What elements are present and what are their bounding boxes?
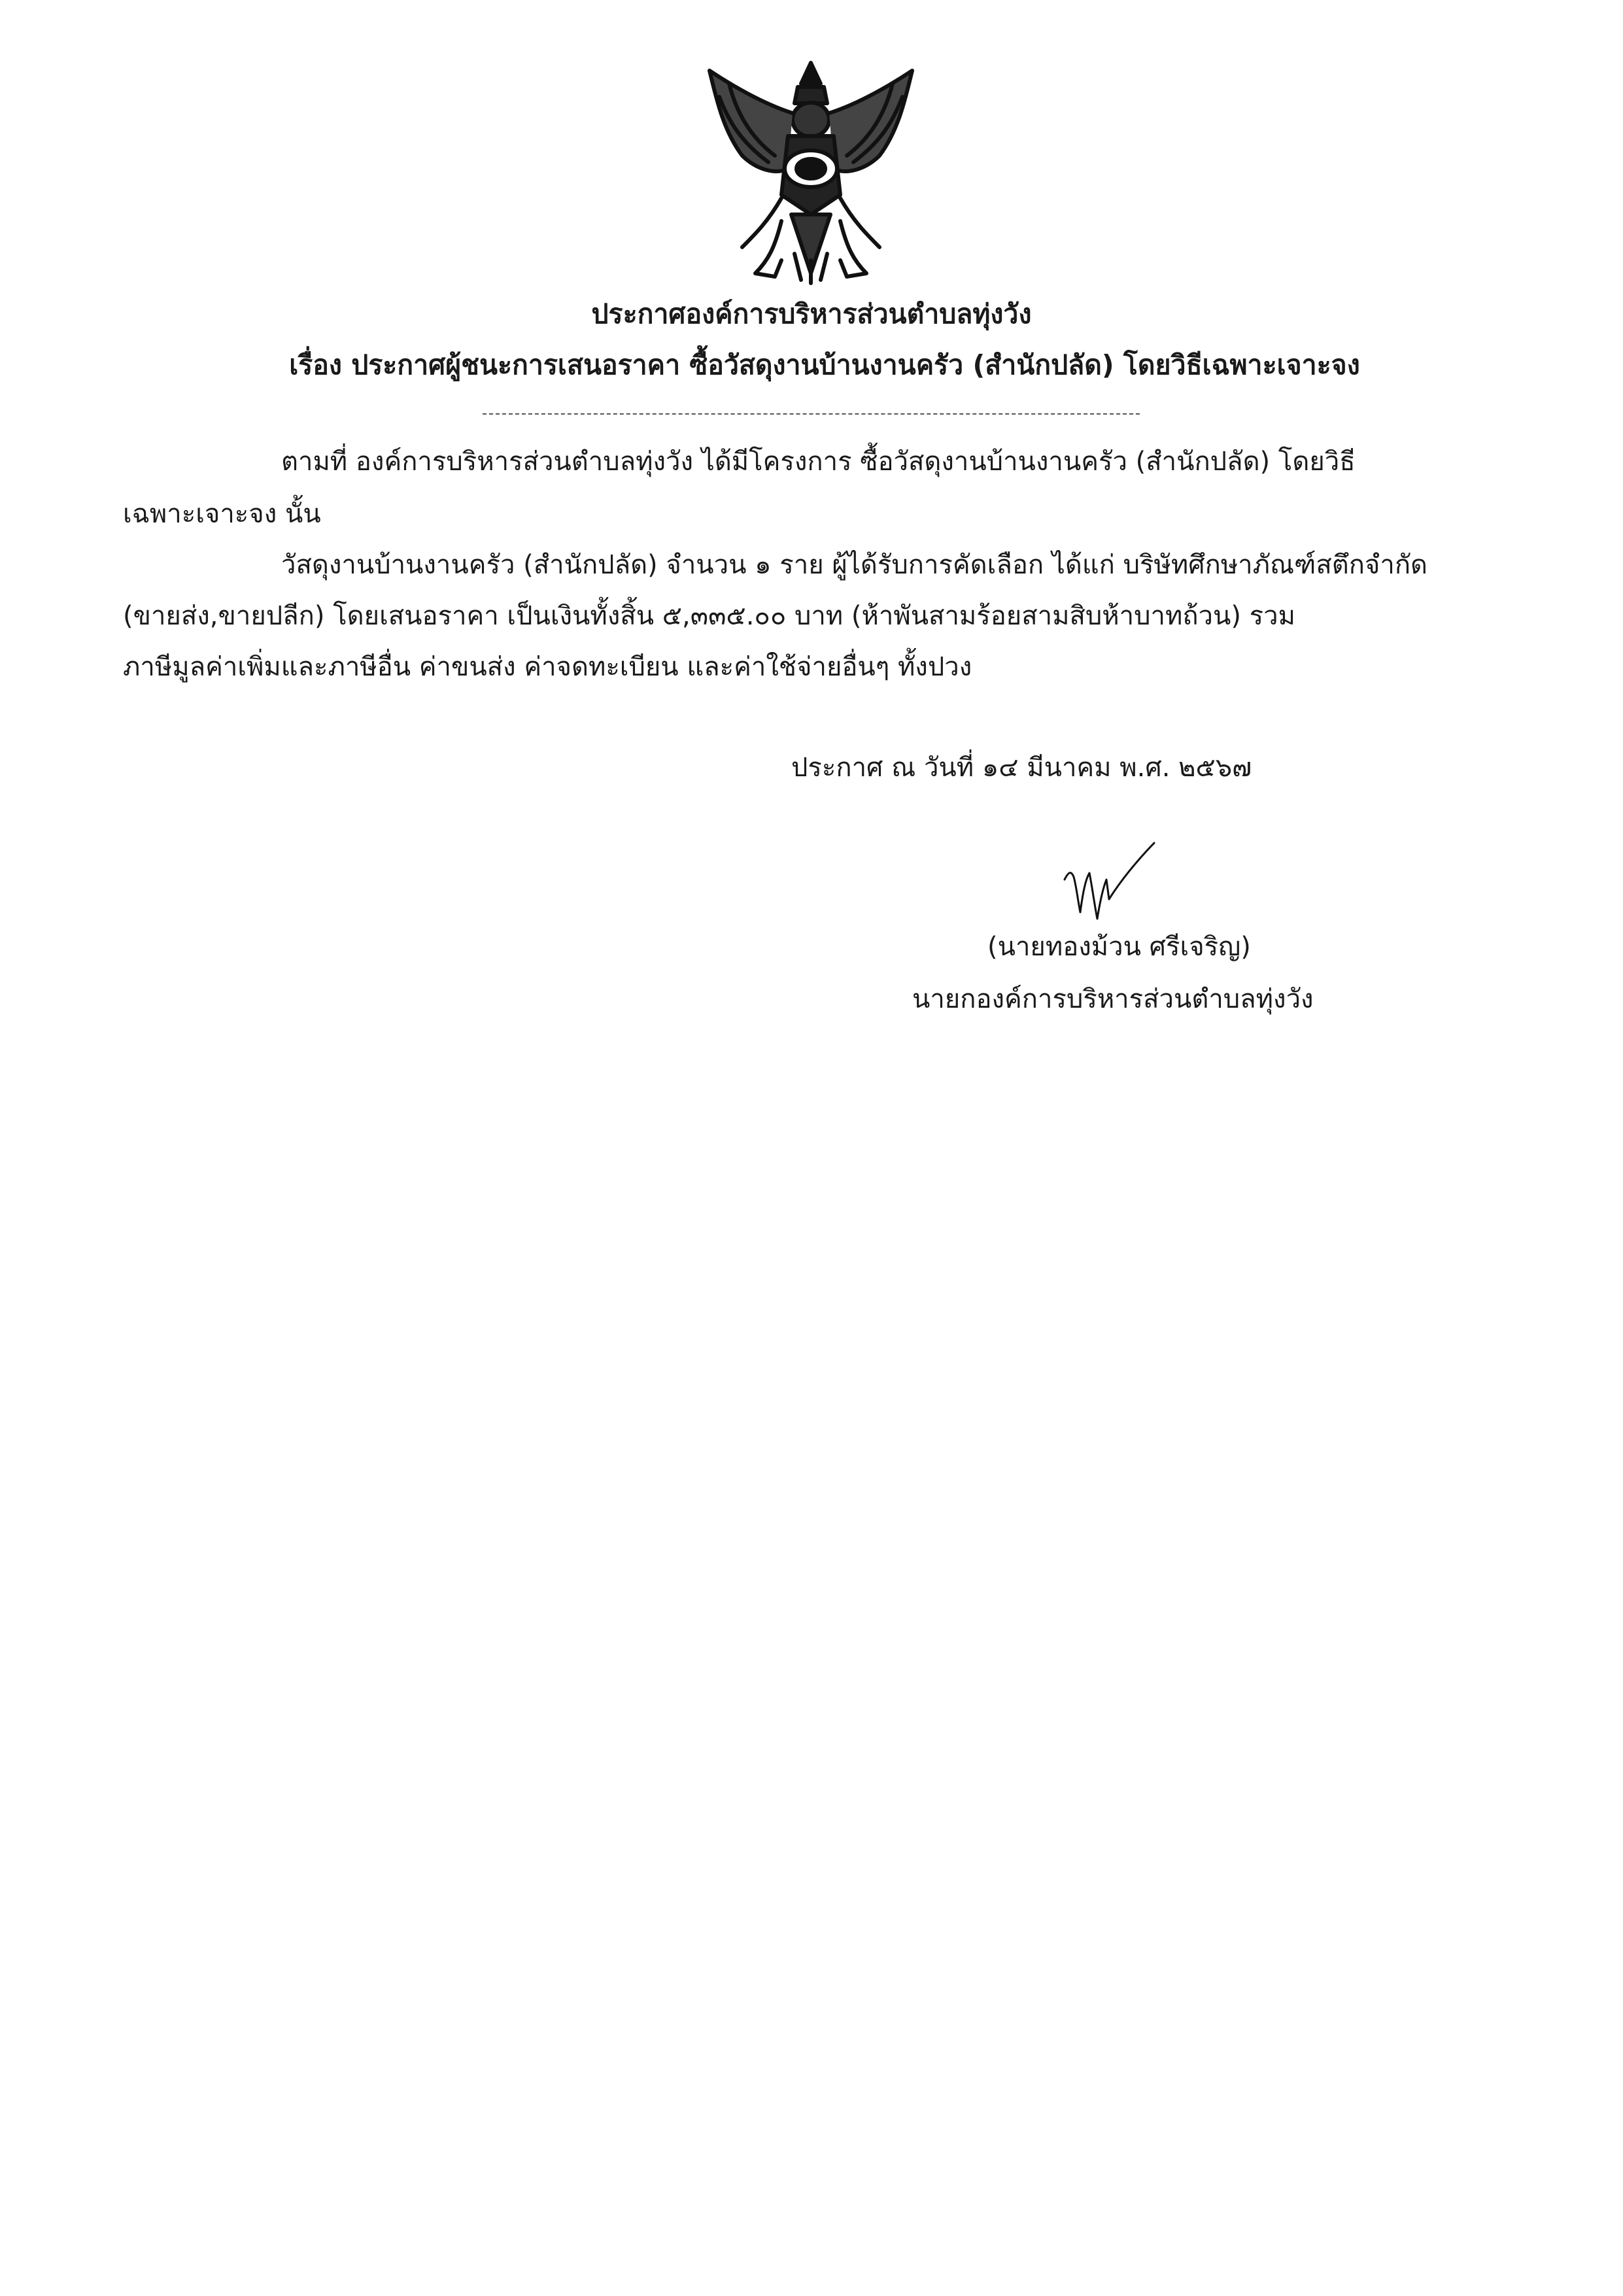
announcement-subject: เรื่อง ประกาศผู้ชนะการเสนอราคา ซื้อวัสดุงานบ้านงานครัว (สำนักปลัด) โดยวิธีเฉพาะเจาะจง [289, 349, 1360, 381]
paragraph-1-line-1: ตามที่ องค์การบริหารส่วนตำบลทุ่งวัง ได้มีโครงการ ซื้อวัสดุงานบ้านงานครัว (สำนักปลัด) โดยวิธี [281, 447, 1356, 477]
announcement-date: ประกาศ ณ วันที่ ๑๔ มีนาคม พ.ศ. ๒๕๖๗ [791, 753, 1252, 783]
handwritten-signature [1059, 840, 1164, 932]
paragraph-2-line-3: ภาษีมูลค่าเพิ่มและภาษีอื่น ค่าขนส่ง ค่าจดทะเบียน และค่าใช้จ่ายอื่นๆ ทั้งปวง [123, 652, 972, 682]
announcement-title: ประกาศองค์การบริหารส่วนตำบลทุ่งวัง [591, 298, 1032, 330]
paragraph-1-line-2: เฉพาะเจาะจง นั้น [123, 499, 321, 529]
signer-name: (นายทองม้วน ศรีเจริญ) [987, 932, 1251, 962]
dashed-divider [483, 413, 1140, 415]
paragraph-2-line-1: วัสดุงานบ้านงานครัว (สำนักปลัด) จำนวน ๑ ราย ผู้ได้รับการคัดเลือก ได้แก่ บริษัทศึกษาภัณฑ์สตึกจำกัด [281, 550, 1428, 580]
garuda-emblem-icon [703, 58, 919, 286]
signer-position: นายกองค์การบริหารส่วนตำบลทุ่งวัง [912, 984, 1314, 1014]
paragraph-2-line-2: (ขายส่ง,ขายปลีก) โดยเสนอราคา เป็นเงินทั้งสิ้น ๕,๓๓๕.๐๐ บาท (ห้าพันสามร้อยสามสิบห้าบาทถ้วน) รวม [123, 601, 1295, 631]
